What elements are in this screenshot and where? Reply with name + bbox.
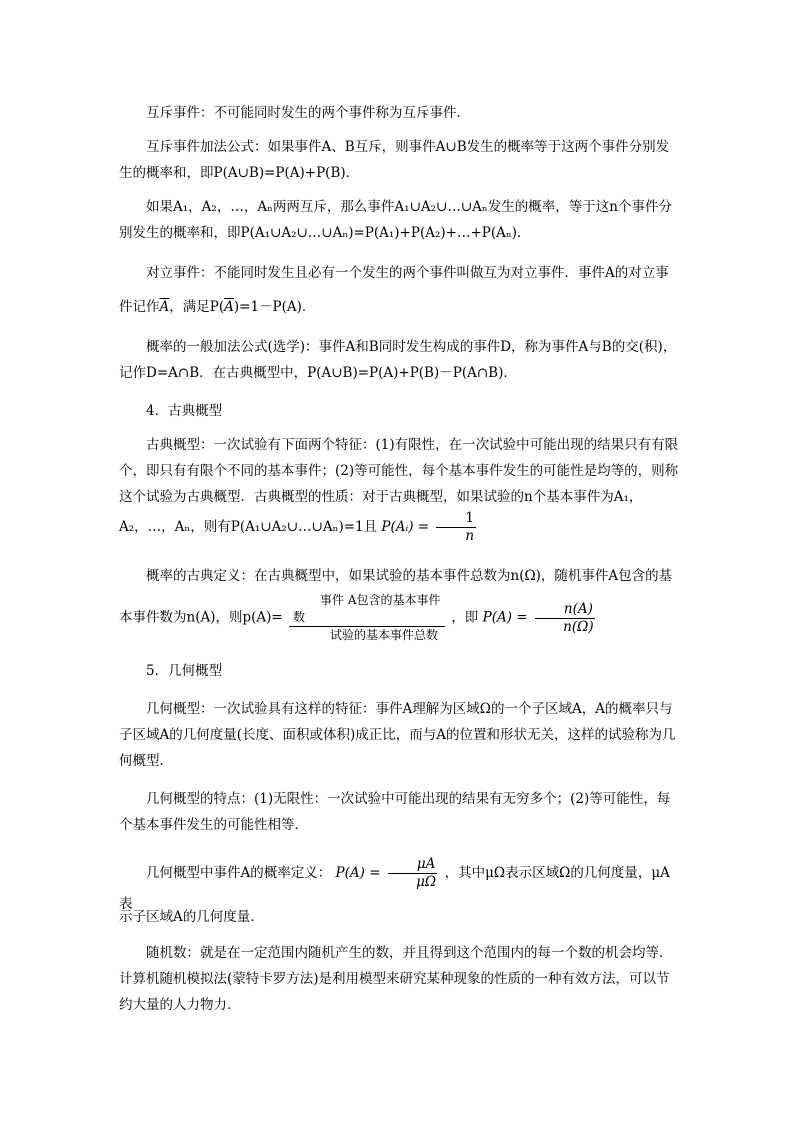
classical-definition-lhs: P(A) = bbox=[482, 609, 528, 626]
classical-model-text: 古典概型：一次试验有下面两个特征：(1)有限性，在一次试验中可能出现的结果只有有限个，即只有有限个不同的基本事件；(2)等可能性，每个基本事件发生的可能性是均等的，则称这个试验为古典概型．古典概型的性质：对于古典概型，如果试验的n个基本事件为A₁，A₂，…，Aₙ，则有P(A₁∪A₂∪…∪Aₙ)=1且 bbox=[119, 437, 679, 535]
classical-model-lhs: P(Aᵢ) = bbox=[381, 519, 430, 535]
word-fraction-numerator: 事件 A包含的基本事件数 bbox=[289, 592, 445, 627]
paragraph-complementary-event bbox=[119, 256, 679, 324]
classical-model-fraction bbox=[436, 510, 476, 545]
complement-text-b: ，满足P( bbox=[169, 299, 225, 315]
paragraph-geometric-model: 几何概型：一次试验具有这样的特征：事件A理解为区域Ω的一个子区域A，A的概率只与子区域A的几何度量(长度、面积或体积)成正比，而与A的位置和形状无关，这样的试验称为几何概型． bbox=[119, 701, 676, 769]
complement-text-a: 对立事件：不能同时发生且必有一个发生的两个事件叫做互为对立事件．事件A的对立事件记作 bbox=[119, 265, 669, 315]
paragraph-mutually-exclusive: 互斥事件：不可能同时发生的两个事件称为互斥事件． bbox=[146, 105, 470, 121]
classical-definition-text: 概率的古典定义：在古典概型中，如果试验的基本事件总数为n(Ω)，随机事件A包含的基本事件数为n(A)，则p(A)= bbox=[119, 568, 673, 626]
paragraph-pairwise-exclusive: 如果A₁，A₂，…，Aₙ两两互斥，那么事件A₁∪A₂∪…∪Aₙ发生的概率，等于这n个事件分别发生的概率和，即P(A₁∪A₂∪…∪Aₙ)=P(A₁)+P(A₂)+…+P(Aₙ)． bbox=[119, 199, 672, 241]
complement-symbol-2: $\overline{A}$ bbox=[224, 299, 234, 315]
paragraph-addition-formula: 互斥事件加法公式：如果事件A、B互斥，则事件A∪B发生的概率等于这两个事件分别发生的概率和，即P(A∪B)=P(A)+P(B)． bbox=[119, 139, 670, 181]
paragraph-classical-model bbox=[119, 432, 679, 545]
geometric-definition-fraction bbox=[388, 856, 438, 891]
fraction-numerator: 1 bbox=[436, 510, 476, 528]
classical-definition-text-b: ，即 bbox=[451, 609, 479, 626]
fraction-denominator: μΩ bbox=[416, 874, 437, 890]
paragraph-geometric-features: 几何概型的特点：(1)无限性：一次试验中可能出现的结果有无穷多个；(2)等可能性，每个基本事件发生的可能性相等． bbox=[119, 791, 671, 833]
paragraph-classical-definition bbox=[119, 560, 679, 644]
fraction-denominator: n(Ω) bbox=[563, 618, 594, 635]
geometric-definition-text-b: ，其中μΩ表示区域Ω的几何度量，μA表 bbox=[119, 865, 670, 912]
paragraph-random-numbers: 随机数：就是在一定范围内随机产生的数，并且得到这个范围内的每一个数的机会均等．计算机随机模拟法(蒙特卡罗方法)是利用模型来研究某种现象的性质的一种有效方法，可以节约大量的人力物力． bbox=[119, 945, 673, 1013]
word-fraction-denominator: 试验的基本事件总数 bbox=[330, 628, 439, 642]
heading-classical-probability: 4．古典概型 bbox=[146, 403, 223, 419]
geometric-definition-text: 几何概型中事件A的概率定义： bbox=[146, 865, 332, 881]
fraction-numerator: μA bbox=[388, 856, 438, 874]
heading-geometric-probability: 5．几何概型 bbox=[146, 663, 223, 679]
classical-definition-fraction bbox=[535, 601, 595, 636]
geometric-definition-lhs: P(A) = bbox=[335, 865, 381, 881]
paragraph-general-addition: 概率的一般加法公式(选学)：事件A和B同时发生构成的事件D，称为事件A与B的交(积)，记作D=A∩B．在古典概型中，P(A∪B)=P(A)+P(B)－P(A∩B)． bbox=[119, 339, 677, 381]
fraction-denominator: n bbox=[465, 528, 475, 544]
paragraph-geometric-definition-cont: 示子区域A的几何度量． bbox=[119, 909, 264, 925]
classical-definition-word-fraction bbox=[289, 592, 445, 644]
complement-symbol: $\overline{A}$ bbox=[159, 299, 170, 315]
fraction-numerator: n(A) bbox=[535, 601, 595, 619]
complement-text-c: )=1－P(A)． bbox=[233, 299, 316, 315]
